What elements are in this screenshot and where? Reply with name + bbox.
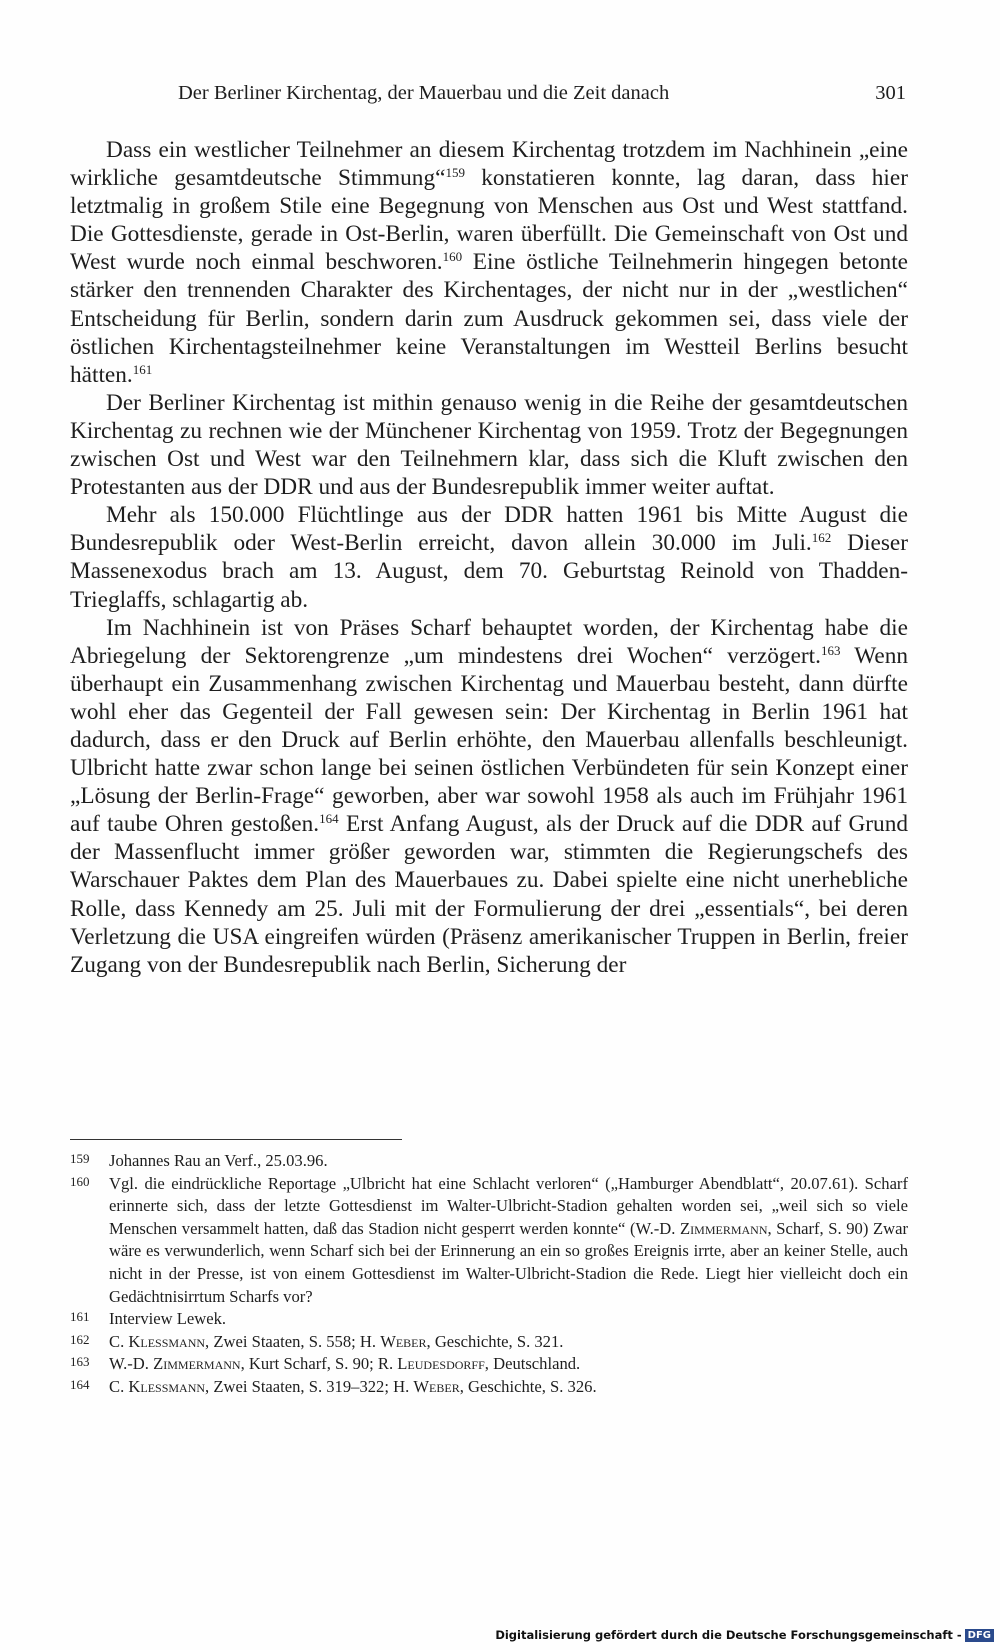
paragraph-text: Im Nachhinein ist von Präses Scharf behauptet worden, der Kirchentag habe die Abriegelung der Sektorengrenze „um mindestens drei Wochen“ verzögert. xyxy=(70,614,908,669)
footnote-ref: 164 xyxy=(319,811,339,827)
footnote xyxy=(70,1353,908,1376)
paragraph xyxy=(70,136,908,389)
paragraph-text: Wenn überhaupt ein Zusammenhang zwischen Kirchentag und Mauerbau besteht, dann dürfte wohl eher das Gegenteil der Fall gewesen sein: Der Kirchentag in Berlin 1961 hat dadurch, dass er den Druck auf Berlin erhöhte, den Mauerbau allenfalls beschleunigt. Ulbricht hatte zwar schon lange bei seinen östlichen Verbündeten für sein Konzept einer „Lösung der Berlin-Frage“ geworben, aber war sowohl 1958 als auch im Frühjahr 1961 auf taube Ohren gestoßen. xyxy=(70,642,908,838)
running-head-title: Der Berliner Kirchentag, der Mauerbau und die Zeit danach xyxy=(178,82,670,104)
footnote-text: Vgl. die eindrückliche Reportage „Ulbricht hat eine Schlacht verloren“ („Hamburger Abendblatt“, 20.07.61). Scharf erinnerte sich, dass der letzte Gottesdienst im Walter-Ulbricht-Stadion gehalten worden sei, „weil sich so viele Menschen versammelt hatten, daß das Stadion nicht gesperrt werden konnte“ (W.-D. xyxy=(109,1173,908,1238)
paragraph-text: Mehr als 150.000 Flüchtlinge aus der DDR hatten 1961 bis Mitte August die Bundesrepublik oder West-Berlin erreicht, davon allein 30.000 im Juli. xyxy=(70,502,908,557)
author-name: Leudesdorff xyxy=(397,1354,485,1374)
footnote-text: , Geschichte, S. 326. xyxy=(459,1376,597,1396)
paragraph-text: Dass ein westlicher Teilnehmer an diesem Kirchentag trotzdem im Nachhinein „eine wirkliche gesamtdeutsche Stimmung“ xyxy=(70,137,908,192)
paragraph-text: Erst Anfang August, als der Druck auf die DDR auf Grund der Massenflucht immer größer geworden war, stimmten die Regierungschefs des Warschauer Paktes dem Plan des Mauerbaues zu. Dabei spielte eine nicht unerhebliche Rolle, dass Kennedy am 25. Juli mit der Formulierung der drei „essentials“, bei deren Verletzung die USA eingreifen würden (Präsenz amerikanischer Truppen in Berlin, freier Zugang von der Bundesrepublik nach Berlin, Sicherung der xyxy=(70,811,908,978)
footnote-text: , Deutschland. xyxy=(484,1354,581,1374)
footnote-divider xyxy=(70,1139,402,1140)
footnote-text: , Kurt Scharf, S. 90; R. xyxy=(240,1354,398,1374)
dfg-logo: DFG xyxy=(965,1629,994,1642)
footnote-number: 163 xyxy=(70,1354,90,1370)
footnote-ref: 162 xyxy=(811,530,832,546)
footnote-text: , Zwei Staaten, S. 558; H. xyxy=(205,1331,381,1351)
footnote-ref: 161 xyxy=(132,361,153,377)
author-initials: C. xyxy=(109,1376,129,1396)
footnote xyxy=(70,1173,908,1309)
footnote-ref: 159 xyxy=(445,165,465,181)
footnote-ref: 160 xyxy=(442,249,463,265)
footnotes xyxy=(70,1150,908,1399)
footnote-ref: 163 xyxy=(820,642,841,658)
footnote-text: , Scharf, S. 90) Zwar wäre es verwunderlich, wenn Scharf sich bei der Erinnerung an ein so großes Ereignis irrte, aber an keiner Stelle, auch nicht in der Presse, ist von einem Gottesdienst im Walter-Ulbricht-Stadion die Rede. Liegt hier vielleicht doch ein Gedächtnisirrtum Scharfs vor? xyxy=(109,1218,908,1306)
footnote-text: , Geschichte, S. 321. xyxy=(426,1331,564,1351)
footnote-number: 162 xyxy=(70,1331,90,1347)
author-name: Klessmann xyxy=(128,1331,206,1351)
paragraph-text: konstatieren konnte, lag daran, dass hier letztmalig in großem Stile eine Begegnung von Menschen aus Ost und West stattfand. Die Gottesdienste, gerade in Ost-Berlin, waren überfüllt. Die Gemeinschaft von Ost und West wurde noch einmal beschworen. xyxy=(70,165,908,276)
paragraph: Der Berliner Kirchentag ist mithin genauso wenig in die Reihe der gesamtdeutschen Kirchentag zu rechnen wie der Münchener Kirchentag von 1959. Trotz der Begegnungen zwischen Ost und West war den Teilnehmern klar, dass sich die Kluft zwischen den Protestanten aus der DDR und aus der Bundesrepublik immer weiter auftat. xyxy=(70,389,908,501)
footnote-number: 160 xyxy=(70,1173,90,1189)
footnote xyxy=(70,1150,908,1173)
footnote xyxy=(70,1331,908,1354)
author-name: Zimmermann xyxy=(680,1218,768,1238)
footnote xyxy=(70,1376,908,1399)
author-name: Zimmermann xyxy=(153,1354,241,1374)
footnote-number: 164 xyxy=(70,1376,90,1392)
footnote-text: Interview Lewek. xyxy=(109,1309,227,1329)
footnote-text: , Zwei Staaten, S. 319–322; H. xyxy=(205,1376,414,1396)
banner-text: Digitalisierung gefördert durch die Deutsche Forschungsgemeinschaft - xyxy=(495,1628,962,1642)
author-name: Weber xyxy=(380,1331,427,1351)
paragraph-text: Eine östliche Teilnehmerin hingegen betonte stärker den trennenden Charakter des Kirchentages, der nicht nur in der „westlichen“ Entscheidung für Berlin, sondern darin zum Ausdruck gekommen sei, dass viele der östlichen Kirchentagsteilnehmer keine Veranstaltungen im Westteil Berlins besucht hätten. xyxy=(70,249,909,388)
footnote-text: Johannes Rau an Verf., 25.03.96. xyxy=(109,1151,328,1170)
author-initials: C. xyxy=(109,1331,129,1351)
paragraph xyxy=(70,501,908,613)
footnote-number: 161 xyxy=(70,1309,90,1325)
author-initials: W.-D. xyxy=(109,1354,154,1374)
page-number: 301 xyxy=(875,82,906,104)
footnote-number: 159 xyxy=(70,1151,90,1166)
paragraph xyxy=(70,614,908,979)
author-name: Klessmann xyxy=(128,1376,206,1396)
author-name: Weber xyxy=(413,1376,460,1396)
paragraph-text: Dieser Massenexodus brach am 13. August, dem 70. Geburtstag Reinold von Thadden-Trieglaffs, schlagartig ab. xyxy=(70,530,908,613)
footnote xyxy=(70,1308,908,1331)
digitization-banner xyxy=(495,1628,994,1642)
main-text xyxy=(70,136,908,979)
